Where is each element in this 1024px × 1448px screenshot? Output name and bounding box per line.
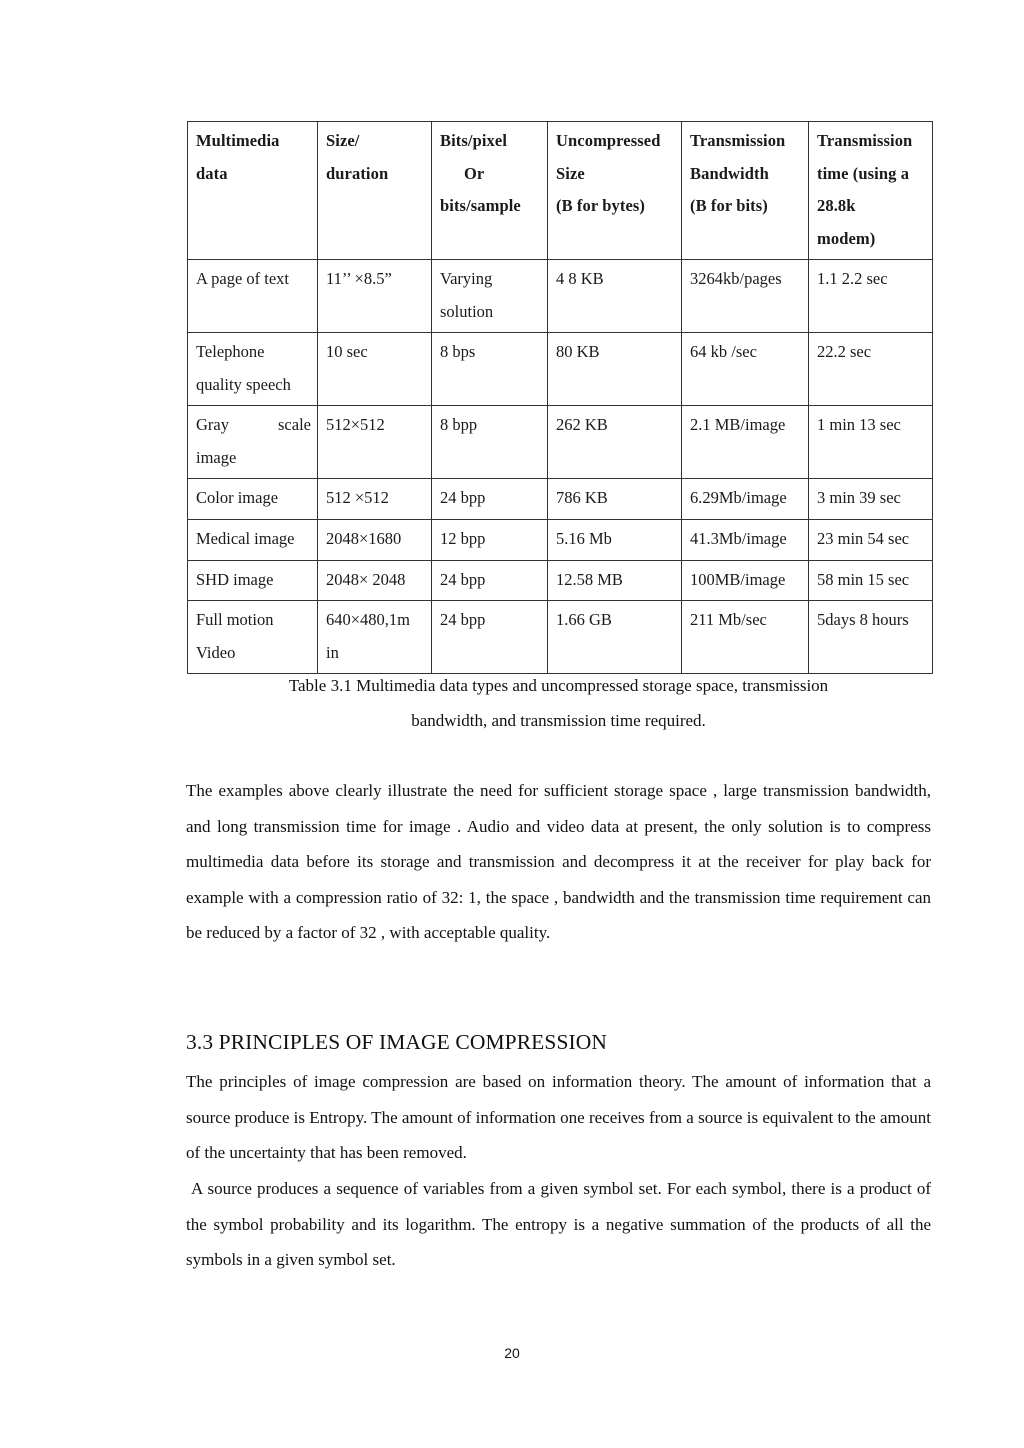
cell-size: 10 sec (318, 333, 432, 406)
table-caption (186, 668, 931, 738)
cell-bandwidth: 41.3Mb/image (682, 519, 809, 560)
header-text: Size/ (326, 131, 360, 150)
table-row (188, 601, 933, 674)
cell-bandwidth: 64 kb /sec (682, 333, 809, 406)
cell-size: 512 ×512 (318, 479, 432, 520)
cell-time: 5days 8 hours (809, 601, 933, 674)
header-text: Transmission (690, 131, 786, 150)
header-bits-per-pixel (432, 122, 548, 260)
table-header-row (188, 122, 933, 260)
cell-time: 1.1 2.2 sec (809, 260, 933, 333)
caption-line: bandwidth, and transmission time required. (411, 711, 706, 730)
multimedia-data-table (187, 121, 933, 674)
header-transmission-time (809, 122, 933, 260)
cell-bandwidth: 3264kb/pages (682, 260, 809, 333)
cell-type: Medical image (188, 519, 318, 560)
cell-type-line (196, 409, 311, 442)
cell-type-word: scale (278, 415, 311, 434)
header-text: time (using a (817, 163, 910, 183)
cell-type-word: Gray (196, 415, 229, 434)
cell-size: 512×512 (318, 406, 432, 479)
body-paragraph: A source produces a sequence of variables from a given symbol set. For each symbol, there is a product of the symbol probability and its logarithm. The entropy is a negative summation of the products of all the symbols in a given symbol set. (186, 1179, 931, 1270)
cell-uncompressed: 1.66 GB (548, 601, 682, 674)
cell-time: 1 min 13 sec (809, 406, 933, 479)
header-text: bits/sample (440, 196, 521, 215)
table-row (188, 519, 933, 560)
body-paragraph: The principles of image compression are based on information theory. The amount of information that a source produce is Entropy. The amount of information one receives from a source is equivalent to the amount of the uncertainty that has been removed. (186, 1072, 931, 1163)
cell-uncompressed: 5.16 Mb (548, 519, 682, 560)
cell-bits: 24 bpp (432, 479, 548, 520)
header-transmission-bandwidth (682, 122, 809, 260)
header-text: modem) (817, 228, 876, 248)
cell-type: Full motion Video (188, 601, 318, 674)
cell-bandwidth: 211 Mb/sec (682, 601, 809, 674)
header-text: Bits/pixel (440, 131, 508, 150)
header-text: Or (464, 163, 485, 183)
header-uncompressed-size (548, 122, 682, 260)
cell-bits: Varying solution (432, 260, 548, 333)
header-text: (B for bits) (690, 196, 768, 215)
cell-time: 22.2 sec (809, 333, 933, 406)
header-text: Uncompressed (556, 131, 661, 150)
cell-type: Color image (188, 479, 318, 520)
cell-type-word: image (196, 447, 237, 467)
table-row (188, 260, 933, 333)
cell-bits: 24 bpp (432, 560, 548, 601)
cell-uncompressed: 262 KB (548, 406, 682, 479)
multimedia-table-container (187, 121, 932, 674)
table-row (188, 333, 933, 406)
cell-size: 2048×1680 (318, 519, 432, 560)
header-text: data (196, 163, 228, 183)
cell-bits: 12 bpp (432, 519, 548, 560)
cell-time: 3 min 39 sec (809, 479, 933, 520)
cell-type: SHD image (188, 560, 318, 601)
cell-uncompressed: 80 KB (548, 333, 682, 406)
table-row (188, 560, 933, 601)
cell-type: Telephone quality speech (188, 333, 318, 406)
table-row (188, 406, 933, 479)
cell-bits: 8 bps (432, 333, 548, 406)
header-text: Bandwidth (690, 163, 769, 183)
cell-bandwidth: 2.1 MB/image (682, 406, 809, 479)
cell-uncompressed: 786 KB (548, 479, 682, 520)
header-text: Transmission (817, 131, 913, 150)
cell-bandwidth: 6.29Mb/image (682, 479, 809, 520)
cell-uncompressed: 4 8 KB (548, 260, 682, 333)
caption-line: Table 3.1 Multimedia data types and uncompressed storage space, transmission (288, 676, 829, 695)
header-text: duration (326, 163, 389, 183)
cell-bits: 8 bpp (432, 406, 548, 479)
cell-size: 2048× 2048 (318, 560, 432, 601)
cell-size: 640×480,1m in (318, 601, 432, 674)
cell-type (188, 406, 318, 479)
header-text: 28.8k (817, 196, 856, 215)
header-text: Multimedia (196, 131, 280, 150)
section-heading: 3.3 PRINCIPLES OF IMAGE COMPRESSION (186, 1030, 608, 1054)
cell-time: 23 min 54 sec (809, 519, 933, 560)
header-size-duration (318, 122, 432, 260)
body-paragraph: The examples above clearly illustrate the need for sufficient storage space , large transmission bandwidth, and long transmission time for image . Audio and video data at present, the only solution is to compress multimedia data before its storage and transmission and decompress it at the receiver for play back for example with a compression ratio of 32: 1, the space , bandwidth and the transmission time requirement can be reduced by a factor of 32 , with acceptable quality. (186, 781, 931, 943)
cell-bandwidth: 100MB/image (682, 560, 809, 601)
cell-type: A page of text (188, 260, 318, 333)
table-row (188, 479, 933, 520)
cell-time: 58 min 15 sec (809, 560, 933, 601)
header-text: Size (556, 163, 585, 183)
header-text: (B for bytes) (556, 196, 645, 215)
cell-uncompressed: 12.58 MB (548, 560, 682, 601)
header-multimedia-data (188, 122, 318, 260)
cell-size: 11’’ ×8.5” (318, 260, 432, 333)
cell-bits: 24 bpp (432, 601, 548, 674)
page-number: 20 (504, 1345, 520, 1361)
